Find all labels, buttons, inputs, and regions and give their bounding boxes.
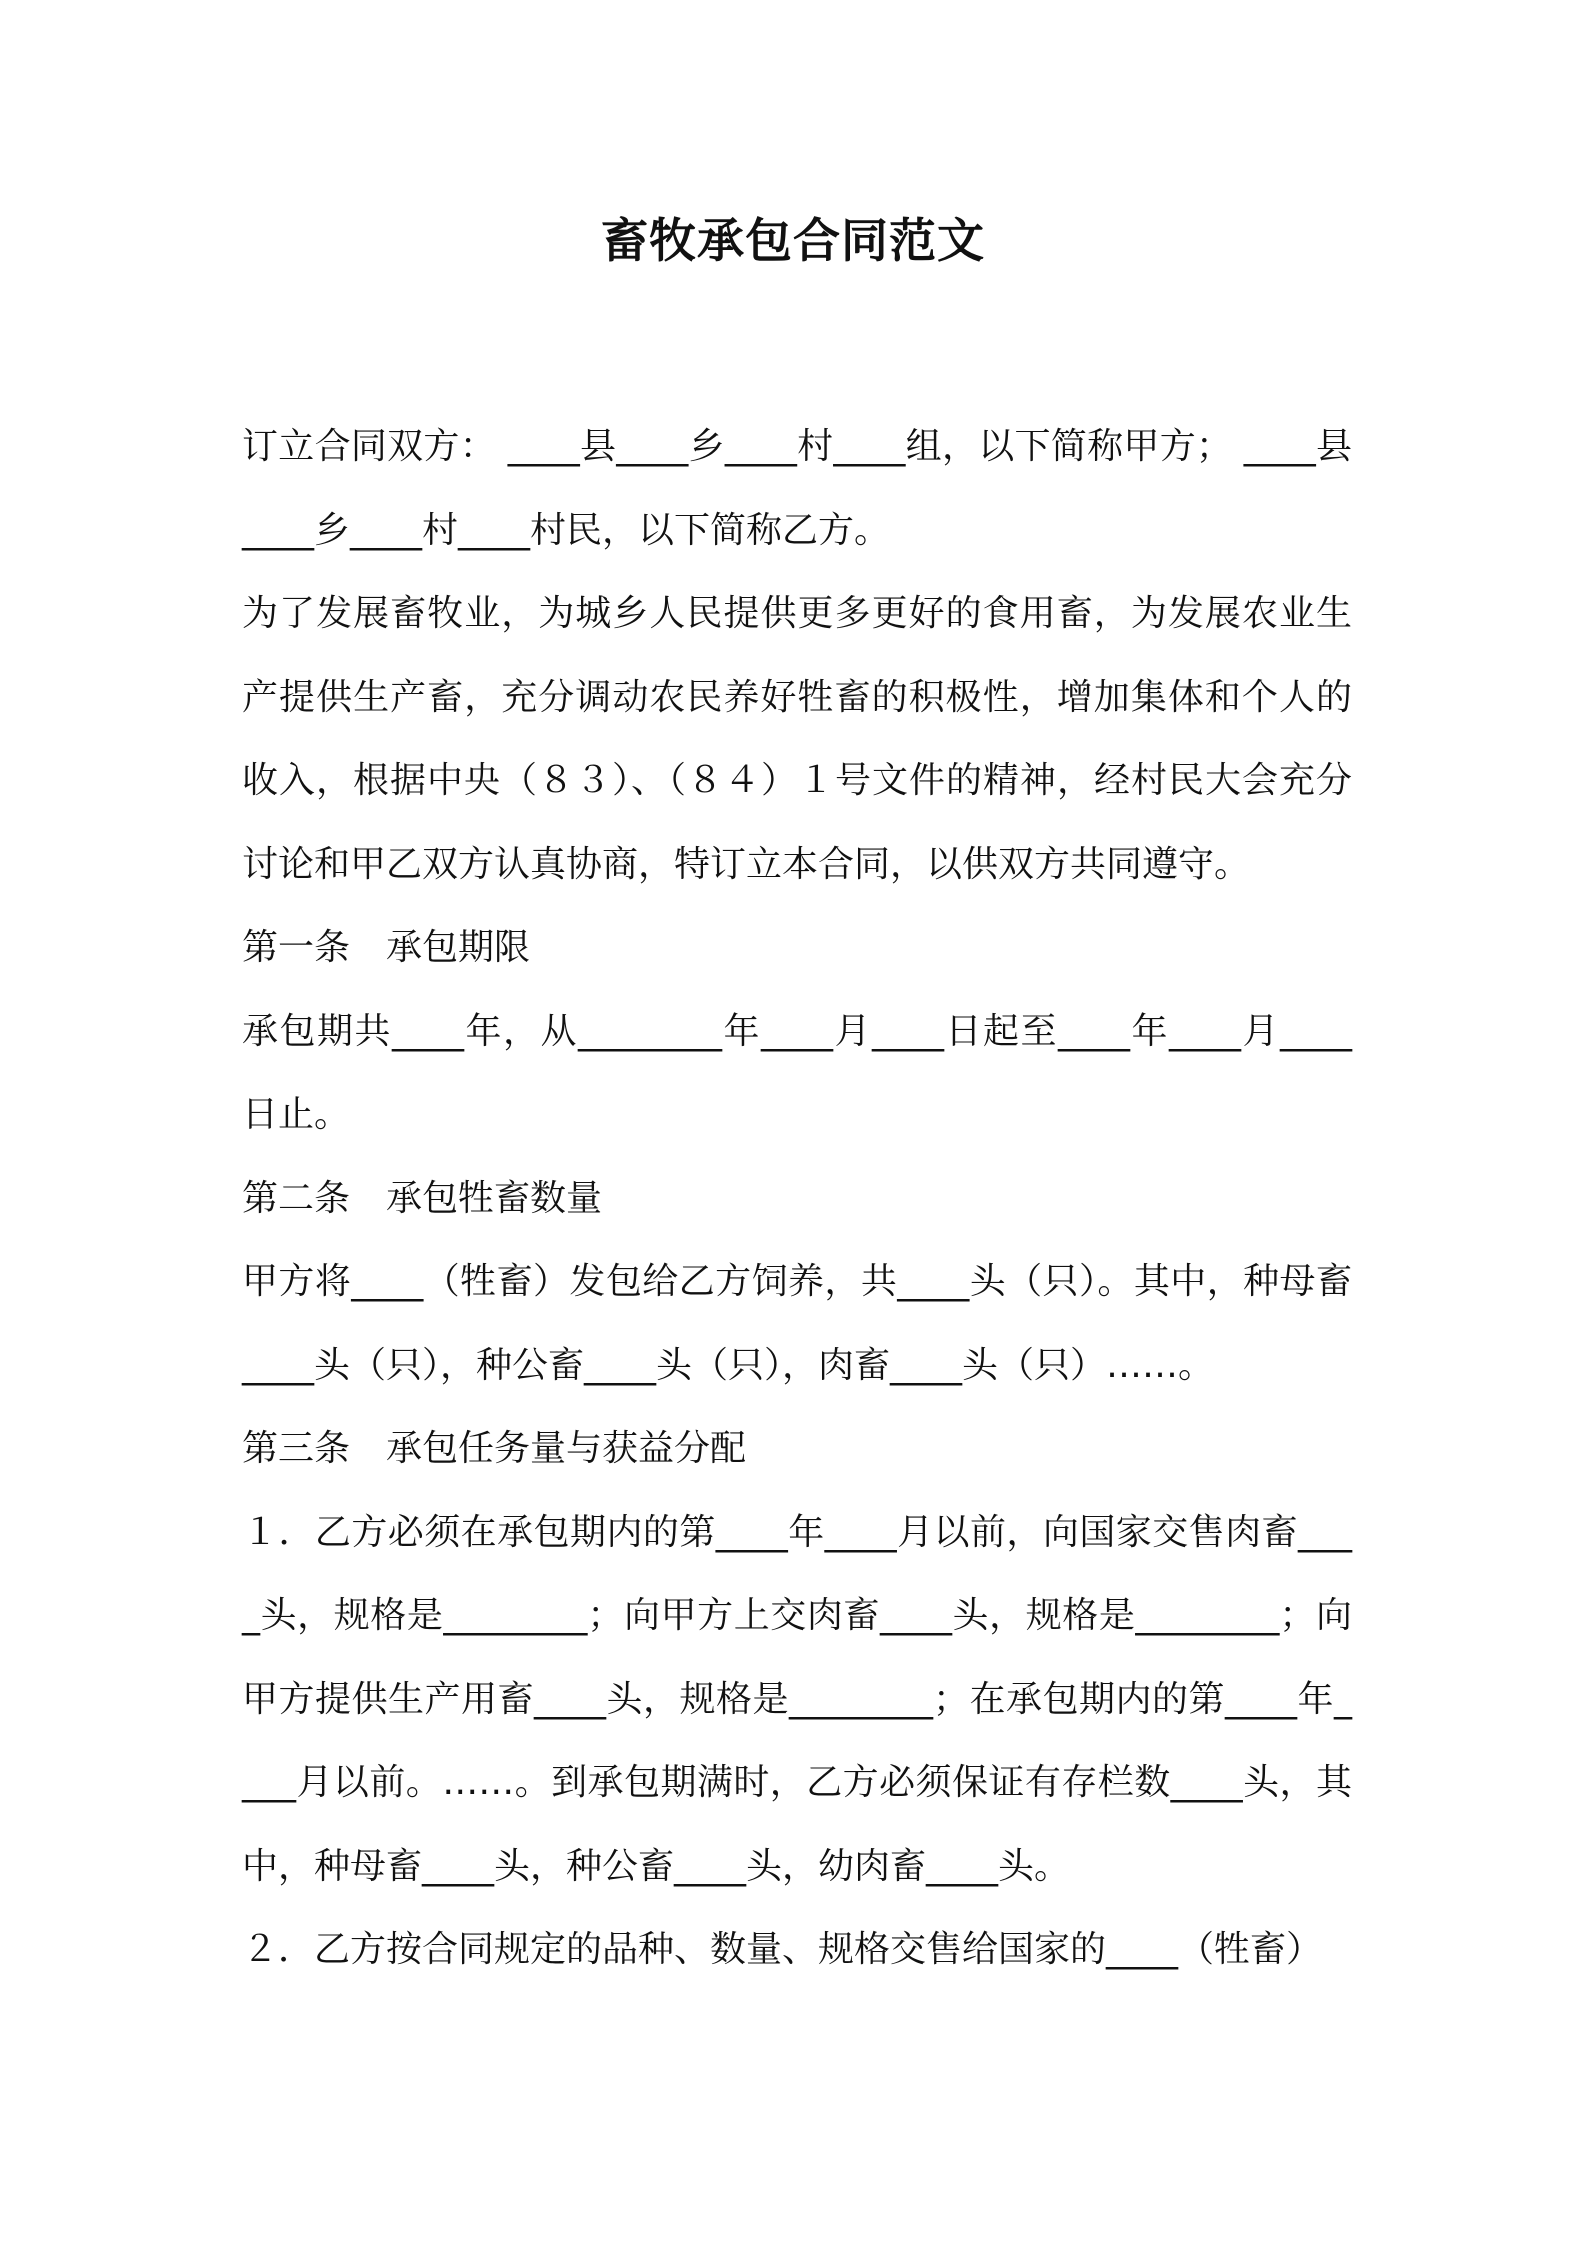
article-1-heading: 第一条 承包期限 [242,927,531,968]
document-title: 畜牧承包合同范文 [601,214,985,269]
purpose-paragraph: 为了发展畜牧业，为城乡人民提供更多更好的食用畜，为发展农业生产提供生产畜，充分调动农民养好牲畜的积极性，增加集体和个人的收入，根据中央（８３）、（８４）１号文件的精神，经村民大会充分讨论和甲乙双方认真协商，特订立本合同，以供双方共同遵守。 [242,593,1352,885]
contract-parties-paragraph: 订立合同双方： ____县____乡____村____组，以下简称甲方； ____县____乡____村____村民，以下简称乙方。 [242,426,1352,551]
document-body [242,405,1352,1992]
article-3-item-1: １．乙方必须在承包期内的第____年____月以前，向国家交售肉畜____头，规格是________；向甲方上交肉畜____头，规格是________；向甲方提供生产用畜____头，规格是________；在承包期内的第____年____月以前。……。到承包期满时，乙方必须保证有存栏数____头，其中，种母畜____头，种公畜____头，幼肉畜____头。 [242,1511,1352,1887]
article-3-item-2: ２．乙方按合同规定的品种、数量、规格交售给国家的____（牲畜） [242,1929,1323,1970]
article-2-heading: 第二条 承包牲畜数量 [242,1177,603,1219]
article-1-paragraph: 承包期共____年，从________年____月____日起至____年____月____日止。 [242,1010,1352,1135]
article-2-paragraph: 甲方将____（牲畜）发包给乙方饲养，共____头（只）。其中，种母畜____头（只），种公畜____头（只），肉畜____头（只）……。 [242,1261,1352,1386]
article-3-heading: 第三条 承包任务量与获益分配 [242,1428,747,1469]
